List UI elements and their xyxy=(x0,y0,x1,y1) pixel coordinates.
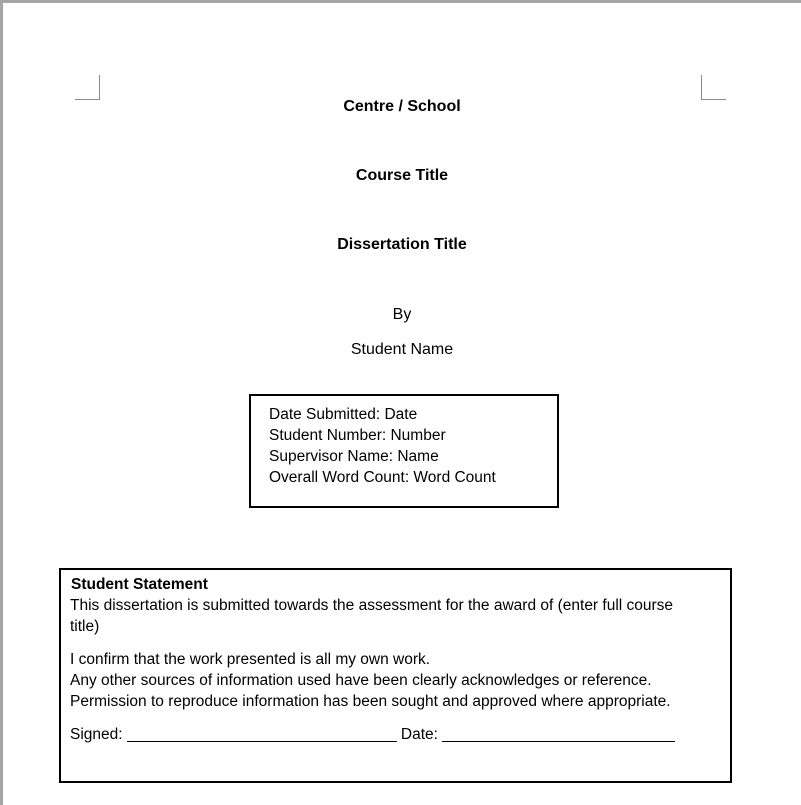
by-label: By xyxy=(392,306,412,323)
student-name: Student Name xyxy=(350,341,454,358)
sources-text: Any other sources of information used have been clearly acknowledges or reference. xyxy=(70,672,652,689)
student-number: Student Number: Number xyxy=(269,427,446,444)
word-count: Overall Word Count: Word Count xyxy=(269,469,496,486)
confirm-text: I confirm that the work presented is all my own work. xyxy=(70,651,431,668)
statement-title: Student Statement xyxy=(71,576,208,593)
paragraph-gap xyxy=(70,637,722,649)
signature-row xyxy=(70,724,722,745)
centre-school-heading: Centre / School xyxy=(343,98,461,115)
submission-text-line1: This dissertation is submitted towards the assessment for the award of (enter full course xyxy=(70,597,674,614)
document-page xyxy=(3,3,801,805)
signed-label: Signed: xyxy=(70,726,123,743)
date-line xyxy=(442,727,675,742)
date-submitted: Date Submitted: Date xyxy=(269,406,418,423)
dissertation-title-heading: Dissertation Title xyxy=(337,236,467,253)
permission-text: Permission to reproduce information has been sought and approved where appropriate. xyxy=(70,693,671,710)
submission-text-line2: title) xyxy=(70,618,100,635)
signature-line xyxy=(127,727,397,742)
course-title-heading: Course Title xyxy=(355,167,449,184)
supervisor-name: Supervisor Name: Name xyxy=(269,448,439,465)
submission-info-box xyxy=(249,394,559,508)
date-label: Date: xyxy=(400,726,438,743)
student-statement-box xyxy=(59,568,732,783)
